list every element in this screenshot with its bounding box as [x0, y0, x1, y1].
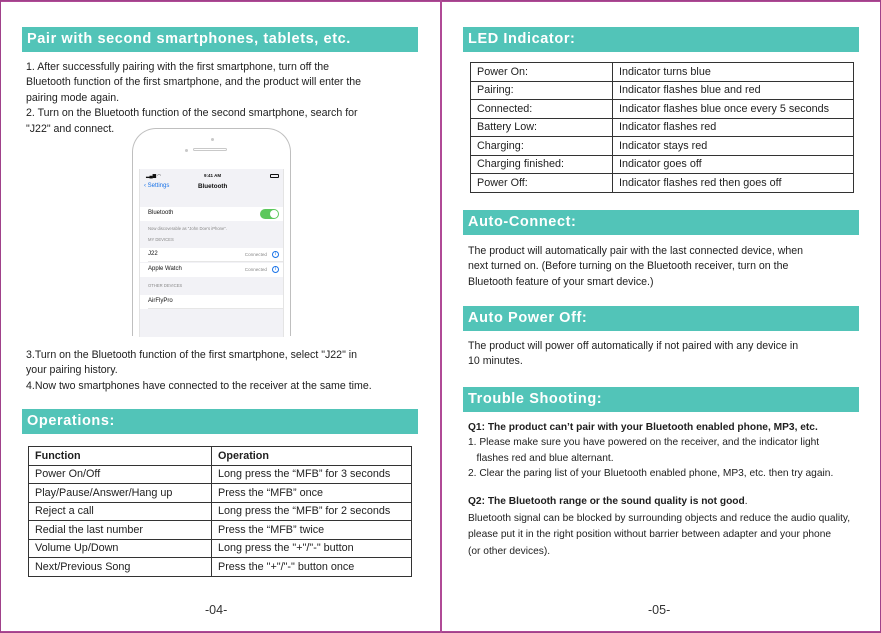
signal-icon: ▂▄▆ ◠ [146, 173, 161, 178]
auto-power-off-text [468, 339, 868, 370]
operation-cell: Press the “MFB” once [212, 484, 412, 503]
indicator-cell: Indicator flashes blue and red [613, 81, 854, 100]
back-button[interactable] [144, 183, 169, 189]
pairing-heading: Pair with second smartphones, tablets, etc. [22, 27, 418, 52]
table-row [29, 521, 412, 540]
back-label: Settings [147, 183, 170, 189]
table-row [471, 155, 854, 174]
table-header-row [29, 447, 412, 466]
question-2-line [468, 494, 878, 511]
indicator-cell: Indicator goes off [613, 155, 854, 174]
text-line: next turned on. (Before turning on the Bluetooth receiver, turn on the [468, 260, 789, 273]
my-devices-caption: MY DEVICES [148, 237, 174, 242]
table-row [29, 539, 412, 558]
discoverable-caption: Now discoverable as "John Doe's iPhone". [148, 226, 227, 231]
trouble-q1 [468, 420, 878, 482]
text-line: 2. Clear the paring list of your Bluetooth enabled phone, MP3, etc. then try again. [468, 468, 834, 480]
operation-cell: Long press the "+"/"-" button [212, 539, 412, 558]
function-cell: Power On/Off [29, 465, 212, 484]
text-line: Bluetooth signal can be blocked by surrounding objects and reduce the audio quality, [468, 512, 851, 524]
operation-cell: Long press the “MFB” for 2 seconds [212, 502, 412, 521]
text-line: please put it in the right position without barrier between adapter and your phone [468, 529, 832, 540]
row-divider [148, 308, 283, 309]
status-bar [144, 173, 281, 180]
indicator-cell: Indicator flashes blue once every 5 seconds [613, 100, 854, 119]
state-cell: Pairing: [471, 81, 613, 100]
state-cell: Battery Low: [471, 118, 613, 137]
other-devices-caption: OTHER DEVICES [148, 283, 183, 288]
operation-cell: Press the “MFB” twice [212, 521, 412, 540]
page-number-right: -05- [648, 603, 671, 617]
table-row [29, 502, 412, 521]
function-cell: Play/Pause/Answer/Hang up [29, 484, 212, 503]
page-fold-divider [440, 0, 442, 633]
nav-bar [140, 181, 283, 195]
table-row [471, 63, 854, 82]
chevron-left-icon: ‹ [144, 183, 146, 189]
indicator-cell: Indicator stays red [613, 137, 854, 156]
device-name: AirFlyPro [148, 298, 173, 304]
battery-icon [270, 174, 279, 178]
page-number-left: -04- [205, 603, 228, 617]
text-line: (or other devices). [468, 545, 551, 557]
device-name: J22 [148, 251, 158, 257]
header-function: Function [29, 447, 212, 466]
device-row-apple-watch[interactable] [140, 263, 283, 277]
device-status: Connected [244, 267, 267, 272]
state-cell: Charging: [471, 137, 613, 156]
header-operation: Operation [212, 447, 412, 466]
function-cell: Next/Previous Song [29, 558, 212, 577]
table-row [471, 174, 854, 193]
function-cell: Volume Up/Down [29, 539, 212, 558]
state-cell: Connected: [471, 100, 613, 119]
table-row [29, 484, 412, 503]
question-2-period: . [744, 496, 748, 507]
camera-dot [211, 138, 214, 141]
table-row [471, 81, 854, 100]
function-cell: Reject a call [29, 502, 212, 521]
nav-title: Bluetooth [198, 183, 228, 190]
pairing-instructions-top [26, 60, 426, 137]
function-cell: Redial the last number [29, 521, 212, 540]
info-icon[interactable]: i [272, 266, 279, 273]
text-line: Bluetooth function of the first smartphone, and the product will enter the [26, 76, 362, 89]
device-row-j22[interactable] [140, 248, 283, 262]
device-name: Apple Watch [148, 266, 182, 272]
indicator-cell: Indicator turns blue [613, 63, 854, 82]
text-line: The product will power off automatically if not paired with any device in [468, 340, 799, 352]
text-line: "J22" and connect. [26, 122, 115, 135]
device-status: Connected [244, 252, 267, 257]
state-cell: Charging finished: [471, 155, 613, 174]
led-table [470, 62, 854, 193]
info-icon[interactable]: i [272, 251, 279, 258]
text-line: 4.Now two smartphones have connected to the receiver at the same time. [26, 379, 372, 392]
text-line: 1. Please make sure you have powered on the receiver, and the indicator light [468, 437, 820, 449]
table-row [471, 100, 854, 119]
sensor-dot [185, 149, 188, 152]
indicator-cell: Indicator flashes red [613, 118, 854, 137]
operations-heading: Operations: [22, 409, 418, 434]
led-heading: LED Indicator: [463, 27, 859, 52]
table-row [29, 465, 412, 484]
bluetooth-toggle-row[interactable] [140, 207, 283, 221]
phone-screen [139, 169, 284, 337]
bluetooth-label: Bluetooth [148, 210, 174, 216]
operation-cell: Long press the “MFB” for 3 seconds [212, 465, 412, 484]
table-row [471, 137, 854, 156]
text-line: 3.Turn on the Bluetooth function of the first smartphone, select "J22" in [26, 349, 358, 361]
state-cell: Power On: [471, 63, 613, 82]
trouble-q2 [468, 494, 878, 560]
table-row [471, 118, 854, 137]
text-line: The product will automatically pair with the last connected device, when [468, 245, 804, 257]
text-line: 1. After successfully pairing with the first smartphone, turn off the [26, 61, 330, 73]
state-cell: Power Off: [471, 174, 613, 193]
status-time: 9:41 AM [204, 173, 222, 178]
text-line: 2. Turn on the Bluetooth function of the second smartphone, search for [26, 107, 358, 120]
question-1: Q1: The product can’t pair with your Bluetooth enabled phone, MP3, etc. [468, 422, 818, 433]
operations-table [28, 446, 412, 577]
pairing-instructions-bottom [26, 348, 436, 394]
row-divider [148, 261, 283, 262]
text-line: your pairing history. [26, 364, 118, 377]
table-row [29, 558, 412, 577]
phone-illustration [132, 128, 291, 336]
speaker-icon [193, 148, 227, 151]
auto-connect-heading: Auto-Connect: [463, 210, 859, 235]
device-row-airflypro[interactable] [140, 295, 283, 309]
trouble-shooting-heading: Trouble Shooting: [463, 387, 859, 412]
text-line: pairing mode again. [26, 91, 120, 104]
indicator-cell: Indicator flashes red then goes off [613, 174, 854, 193]
operation-cell: Press the "+"/"-" button once [212, 558, 412, 577]
auto-power-off-heading: Auto Power Off: [463, 306, 859, 331]
text-line: 10 minutes. [468, 355, 523, 368]
auto-connect-text [468, 244, 868, 290]
text-line: Bluetooth feature of your smart device.) [468, 275, 654, 288]
text-line: flashes red and blue alternant. [468, 452, 614, 464]
bluetooth-toggle[interactable] [260, 209, 279, 219]
question-2: Q2: The Bluetooth range or the sound quality is not good [468, 496, 745, 507]
